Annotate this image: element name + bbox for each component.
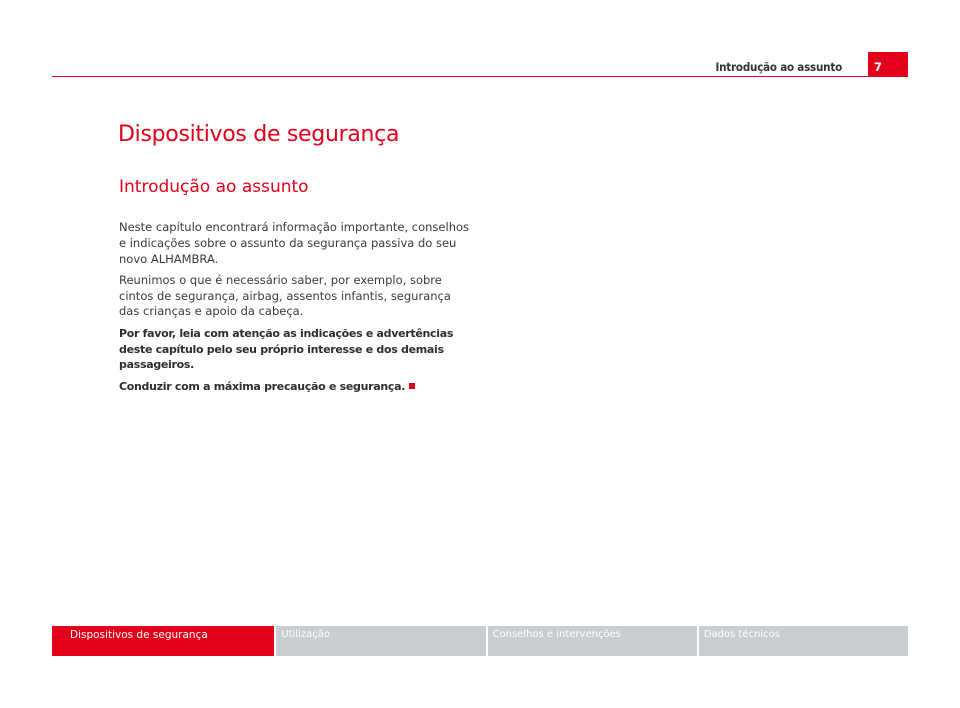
section-title: Introdução ao assunto [119, 177, 309, 197]
chapter-title: Dispositivos de segurança [118, 122, 400, 147]
tab-dados-tecnicos[interactable]: Dados técnicos [699, 626, 908, 656]
tab-dispositivos-de-seguranca[interactable]: Dispositivos de segurança [52, 626, 274, 656]
body-text [119, 220, 469, 400]
bold-paragraph-last [119, 379, 469, 395]
page-number: 7 [868, 52, 908, 77]
running-header-title: Introdução ao assunto [715, 60, 842, 74]
header-rule [52, 76, 908, 77]
paragraph: Neste capítulo encontrará informação importante, conselhos e indicações sobre o assunto da segurança passiva do seu novo ALHAMBRA. [119, 220, 470, 266]
paragraph: Reunimos o que é necessário saber, por exemplo, sobre cintos de segurança, airbag, assentos infantis, segurança das crianças e apoio da cabeça. [119, 272, 451, 319]
bold-paragraph-text: Conduzir com a máxima precaução e segurança. [119, 379, 406, 393]
bold-paragraph: Por favor, leia com atenção as indicações e advertências deste capítulo pelo seu próprio interesse e dos demais passageiros. [119, 326, 454, 372]
tab-conselhos-e-intervencoes[interactable]: Conselhos e intervenções [488, 626, 697, 656]
footer-tab-bar [52, 626, 908, 656]
end-square-icon [409, 383, 415, 389]
tab-utilizacao[interactable]: Utilização [276, 626, 485, 656]
